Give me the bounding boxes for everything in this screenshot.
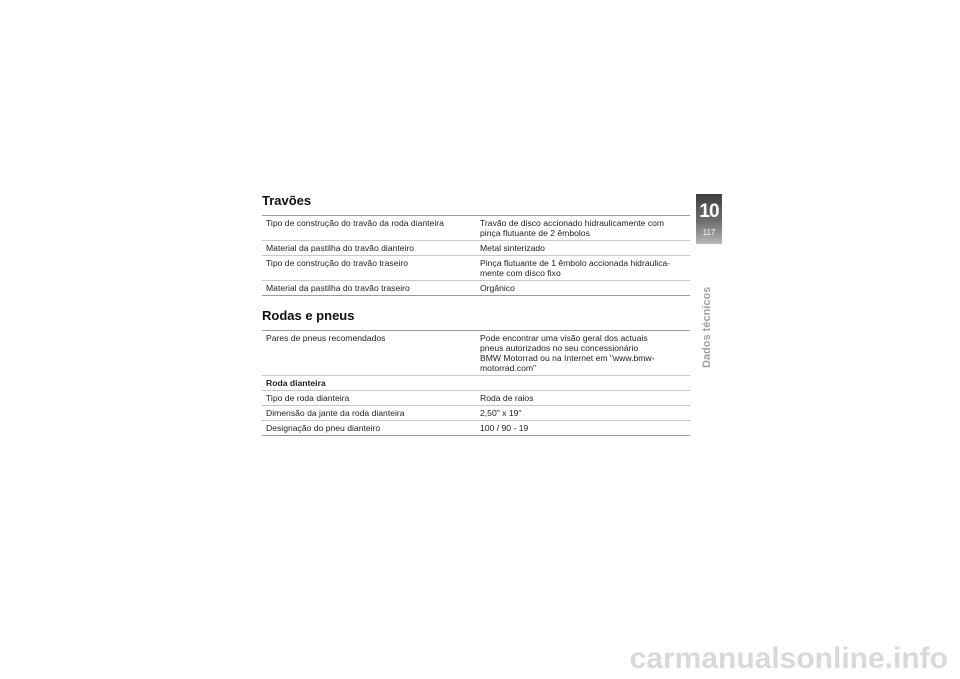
table-row <box>262 331 690 376</box>
section-title-wheels: Rodas e pneus <box>262 308 355 323</box>
row-label: Tipo de construção do travão traseiro <box>262 256 476 281</box>
row-label: Designação do pneu dianteiro <box>262 421 476 436</box>
value-line: pinça flutuante de 2 êmbolos <box>480 228 590 238</box>
value-line: Pode encontrar uma visão geral dos actuais <box>480 333 648 343</box>
page-content <box>262 193 690 436</box>
value-line: Travão de disco accionado hidraulicamente com <box>480 218 665 228</box>
table-row <box>262 256 690 281</box>
row-label: Tipo de roda dianteira <box>262 391 476 406</box>
front-wheel-heading: Roda dianteira <box>262 376 690 391</box>
row-value <box>476 331 690 376</box>
table-subheading-row <box>262 376 690 391</box>
row-label: Tipo de construção do travão da roda dianteira <box>262 216 476 241</box>
row-value: Metal sinterizado <box>476 241 690 256</box>
table-row <box>262 406 690 421</box>
row-value: Roda de raios <box>476 391 690 406</box>
row-value <box>476 256 690 281</box>
value-line: mente com disco fixo <box>480 268 561 278</box>
chapter-label: Dados técnicos <box>701 286 713 368</box>
page-number: 117 <box>702 228 716 237</box>
chapter-tab <box>696 194 722 244</box>
value-line: BMW Motorrad ou na Internet em "www.bmw- <box>480 353 655 363</box>
section-title-brakes: Travões <box>262 193 312 208</box>
value-line: Pinça flutuante de 1 êmbolo accionada hidraulica- <box>480 258 671 268</box>
row-value <box>476 216 690 241</box>
row-value: 100 / 90 - 19 <box>476 421 690 436</box>
table-row <box>262 391 690 406</box>
brakes-table <box>262 215 690 296</box>
table-row <box>262 421 690 436</box>
row-label: Dimensão da jante da roda dianteira <box>262 406 476 421</box>
value-line: motorrad.com" <box>480 363 537 373</box>
row-label: Material da pastilha do travão traseiro <box>262 281 476 296</box>
table-row <box>262 241 690 256</box>
row-label: Material da pastilha do travão dianteiro <box>262 241 476 256</box>
table-row <box>262 281 690 296</box>
row-value: 2,50" x 19" <box>476 406 690 421</box>
row-label: Pares de pneus recomendados <box>262 331 476 376</box>
table-row <box>262 216 690 241</box>
value-line: pneus autorizados no seu concessionário <box>480 343 639 353</box>
chapter-number: 10 <box>699 201 719 222</box>
row-value: Orgânico <box>476 281 690 296</box>
watermark: carmanualsonline.info <box>629 642 948 675</box>
wheels-table <box>262 330 690 436</box>
